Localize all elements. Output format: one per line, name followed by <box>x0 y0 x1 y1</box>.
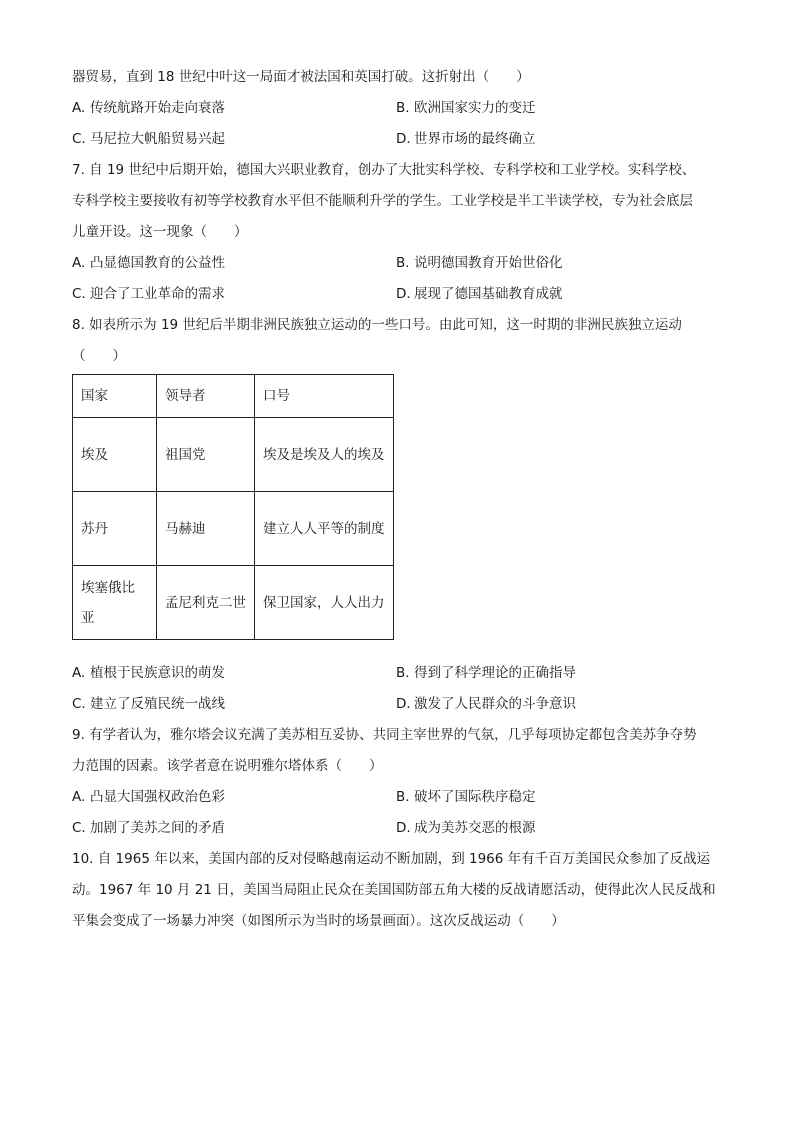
option-letter: B. <box>396 100 410 116</box>
table-cell: 埃及是埃及人的埃及 <box>255 418 394 492</box>
table-header-cell: 国家 <box>73 375 157 418</box>
q9-stem-line-2: 力范围的因素。该学者意在说明雅尔塔体系（ ） <box>72 758 383 774</box>
q9-options-row-2 <box>72 813 724 844</box>
q7-option-d[interactable] <box>396 279 724 310</box>
option-text: 成为美苏交恶的根源 <box>414 820 536 836</box>
q9-stem-line-1: 9. 有学者认为，雅尔塔会议充满了美苏相互妥协、共同主宰世界的气氛，几乎每项协定都包含美苏争夺势 <box>72 727 697 743</box>
option-text: 破坏了国际秩序稳定 <box>414 789 536 805</box>
table-cell: 埃及 <box>73 418 157 492</box>
q9-option-b[interactable] <box>396 782 724 813</box>
option-letter: C. <box>72 696 86 712</box>
q8-option-b[interactable] <box>396 658 724 689</box>
table-cell: 马赫迪 <box>157 492 255 566</box>
option-letter: C. <box>72 286 86 302</box>
q7-stem-line-2: 专科学校主要接收有初等学校教育水平但不能顺利升学的学生。工业学校是半工半读学校，专为社会底层 <box>72 193 693 209</box>
q10-stem-line-1: 10. 自 1965 年以来，美国内部的反对侵略越南运动不断加剧，到 1966 年有千百万美国民众参加了反战运 <box>72 851 711 867</box>
table-cell: 建立人人平等的制度 <box>255 492 394 566</box>
q10-stem-line-2: 动。1967 年 10 月 21 日，美国当局阻止民众在美国国防部五角大楼的反战请愿活动，使得此次人民反战和 <box>72 882 716 898</box>
option-text: 激发了人民群众的斗争意识 <box>414 696 576 712</box>
q9-options-row-1 <box>72 782 724 813</box>
table-header-row <box>73 375 394 418</box>
option-text: 马尼拉大帆船贸易兴起 <box>90 131 225 147</box>
option-text: 展现了德国基础教育成就 <box>414 286 563 302</box>
option-letter: A. <box>72 665 86 681</box>
q8-options-row-2 <box>72 689 724 720</box>
q7-option-b[interactable] <box>396 248 724 279</box>
q7-options-row-1 <box>72 248 724 279</box>
option-text: 欧洲国家实力的变迁 <box>414 100 536 116</box>
option-text: 传统航路开始走向衰落 <box>90 100 225 116</box>
option-text: 建立了反殖民统一战线 <box>90 696 225 712</box>
option-text: 得到了科学理论的正确指导 <box>414 665 576 681</box>
q7-options-row-2 <box>72 279 724 310</box>
q6-options-row-2 <box>72 124 724 155</box>
q8-option-d[interactable] <box>396 689 724 720</box>
option-letter: B. <box>396 665 410 681</box>
table-cell: 保卫国家，人人出力 <box>255 566 394 640</box>
option-letter: A. <box>72 255 86 271</box>
option-text: 迎合了工业革命的需求 <box>90 286 225 302</box>
option-letter: D. <box>396 696 411 712</box>
option-letter: A. <box>72 789 86 805</box>
table-cell: 孟尼利克二世 <box>157 566 255 640</box>
q10-stem-line-3: 平集会变成了一场暴力冲突（如图所示为当时的场景画面）。这次反战运动（ ） <box>72 913 565 929</box>
table-header-cell: 口号 <box>255 375 394 418</box>
exam-page <box>72 62 724 937</box>
q7-stem-line-3: 儿童开设。这一现象（ ） <box>72 224 248 240</box>
option-letter: B. <box>396 789 410 805</box>
q6-option-d[interactable] <box>396 124 724 155</box>
option-letter: A. <box>72 100 86 116</box>
table-row <box>73 566 394 640</box>
option-text: 世界市场的最终确立 <box>414 131 536 147</box>
option-letter: D. <box>396 820 411 836</box>
q8-option-c[interactable] <box>72 689 396 720</box>
table-header-cell: 领导者 <box>157 375 255 418</box>
q6-stem-tail: 器贸易，直到 18 世纪中叶这一局面才被法国和英国打破。这折射出（ ） <box>72 69 530 85</box>
q6-options-row-1 <box>72 93 724 124</box>
option-text: 凸显德国教育的公益性 <box>90 255 225 271</box>
q6-option-a[interactable] <box>72 93 396 124</box>
q7-stem-line-1: 7. 自 19 世纪中后期开始，德国大兴职业教育，创办了大批实科学校、专科学校和工业学校。实科学校、 <box>72 162 696 178</box>
table-cell: 祖国党 <box>157 418 255 492</box>
slogans-table <box>72 374 394 640</box>
table-cell: 苏丹 <box>73 492 157 566</box>
option-text: 凸显大国强权政治色彩 <box>90 789 225 805</box>
q8-stem-line-1: 8. 如表所示为 19 世纪后半期非洲民族独立运动的一些口号。由此可知，这一时期的非洲民族独立运动 <box>72 317 682 333</box>
q9-option-a[interactable] <box>72 782 396 813</box>
table-row <box>73 492 394 566</box>
table-cell: 埃塞俄比亚 <box>73 566 157 640</box>
option-text: 说明德国教育开始世俗化 <box>414 255 563 271</box>
q7-option-a[interactable] <box>72 248 396 279</box>
option-text: 加剧了美苏之间的矛盾 <box>90 820 225 836</box>
option-letter: C. <box>72 820 86 836</box>
q8-stem-line-2: （ ） <box>72 348 126 364</box>
q9-option-c[interactable] <box>72 813 396 844</box>
table-row <box>73 418 394 492</box>
option-text: 植根于民族意识的萌发 <box>90 665 225 681</box>
q7-option-c[interactable] <box>72 279 396 310</box>
q6-option-b[interactable] <box>396 93 724 124</box>
q6-option-c[interactable] <box>72 124 396 155</box>
option-letter: D. <box>396 131 411 147</box>
option-letter: C. <box>72 131 86 147</box>
option-letter: B. <box>396 255 410 271</box>
option-letter: D. <box>396 286 411 302</box>
q8-options-row-1 <box>72 658 724 689</box>
q9-option-d[interactable] <box>396 813 724 844</box>
q8-option-a[interactable] <box>72 658 396 689</box>
